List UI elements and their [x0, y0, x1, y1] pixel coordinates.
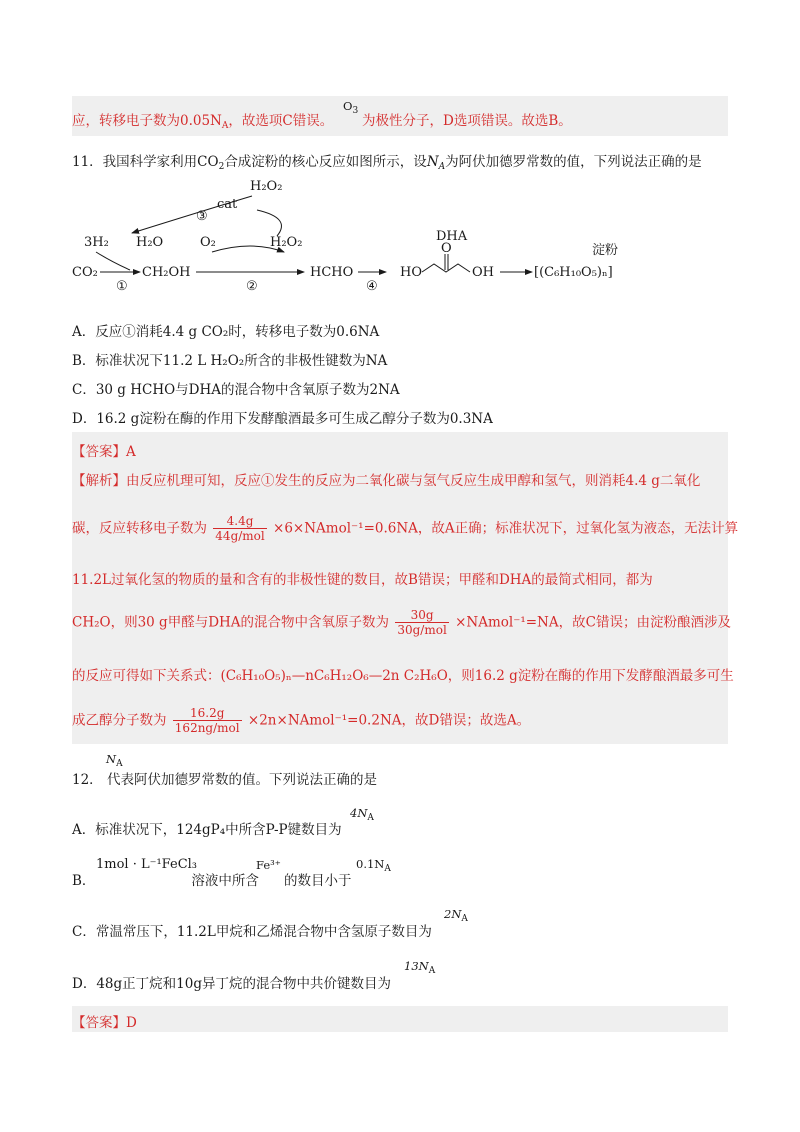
h2o2-top-label: H₂O₂	[250, 179, 283, 194]
step3-loop	[257, 210, 282, 236]
q12-option-b-formula: 1mol · L⁻¹FeCl₃	[96, 857, 198, 872]
carbonyl-o-label: O	[441, 241, 452, 256]
q12-na-symbol: $N_A$	[106, 752, 123, 769]
q11-option-b: B．标准状况下11.2 L H₂O₂所含的非极性键数为NA	[72, 353, 388, 369]
q12-answer-band	[72, 1006, 728, 1032]
q12-answer: 【答案】D	[72, 1015, 137, 1031]
q12-option-b-tail: 的数目小于	[284, 873, 352, 889]
fraction-3: $\frac{16.2g}{\text{162ng/mol}}$	[174, 706, 240, 736]
fraction-2: $\frac{30g}{\text{30g/mol}}$	[397, 608, 447, 638]
o3-formula: $O_3$	[343, 99, 359, 116]
q12-option-b-value: $0.1N_A$	[356, 857, 391, 874]
step1-label: ①	[116, 279, 128, 294]
q12-option-b-ion: Fe³⁺	[256, 858, 281, 872]
h2-left-label: 3H₂	[84, 235, 109, 250]
cat-label: cat	[217, 197, 238, 212]
q12-option-d-value: $13N_A$	[404, 959, 436, 976]
step2-label: ②	[246, 279, 258, 294]
q11-option-a: A．反应①消耗4.4 g CO₂时，转移电子数为0.6NA	[72, 324, 380, 340]
q11-analysis-l2: 碳，反应转移电子数为 $\frac{4.4g}{\text{44g/mol}}$ ×6×NAmol⁻¹=0.6NA，故A正确；标准状况下，过氧化氢为液态，无法计算	[72, 514, 739, 544]
q12-option-a-value: $4N_A$	[350, 806, 374, 823]
q12-option-b: B． 溶液中所含	[72, 873, 259, 889]
q12-stem: 12． 代表阿伏加德罗常数的值。下列说法正确的是	[72, 772, 377, 788]
h2o2-right-label: H₂O₂	[270, 235, 303, 250]
q12-option-c-value: $2N_A$	[444, 907, 468, 924]
oh-label: OH	[472, 265, 494, 280]
q11-analysis-l6: 成乙醇分子数为 $\frac{16.2g}{\text{162ng/mol}}$ ×2n×NAmol⁻¹=0.2NA，故D错误；故选A。	[72, 706, 531, 736]
starch-label: 淀粉	[592, 243, 619, 258]
q12-option-a: A．标准状况下，124gP₄中所含P-P键数目为	[72, 822, 342, 838]
polymer-label: [(C₆H₁₀O₅)ₙ]	[534, 265, 613, 280]
q11-stem: 11．我国科学家利用$CO_2$合成淀粉的核心反应如图所示，设$N_A$为阿伏加德罗常数的值，下列说法正确的是	[72, 154, 702, 172]
h2-curve	[96, 252, 130, 270]
fraction-1: $\frac{4.4g}{\text{44g/mol}}$	[215, 514, 265, 544]
top-analysis-tail: 为极性分子，D选项错误。故选B。	[362, 113, 572, 129]
q11-analysis-l4: CH₂O，则30 g甲醛与DHA的混合物中含氧原子数为 $\frac{30g}{\text{30g/mol}}$ ×NAmol⁻¹=NA，故C错误；由淀粉酿酒涉及	[72, 608, 731, 638]
hcho-label: HCHO	[310, 265, 354, 280]
q11-analysis-l5: 的反应可得如下关系式：(C₆H₁₀O₅)ₙ—nC₆H₁₂O₆—2n C₂H₆O，则16.2 g淀粉在酶的作用下发酵酿酒最多可生	[72, 668, 734, 684]
top-analysis-line: 应，转移电子数为$0.05N_A$，故选项C错误。	[72, 113, 334, 131]
step4-label: ④	[366, 279, 378, 294]
ch2oh-label: CH₂OH	[142, 265, 191, 280]
co2-label: CO₂	[72, 265, 98, 280]
q11-analysis-l3: 11.2L过氧化氢的物质的量和含有的非极性键的数目，故B错误；甲醛和DHA的最简式相同，都为	[72, 572, 653, 588]
step3-label: ③	[196, 209, 208, 224]
o2-label: O₂	[200, 235, 216, 250]
q11-analysis-l1: 【解析】由反应机理可知，反应①发生的反应为二氧化碳与氢气反应生成甲醇和氢气，则消耗4.4 g二氧化	[72, 473, 701, 489]
q11-answer: 【答案】A	[72, 444, 136, 460]
dha-label: DHA	[436, 229, 468, 244]
q12-option-c: C．常温常压下，11.2L甲烷和乙烯混合物中含氢原子数目为	[72, 924, 432, 940]
ho-label: HO	[400, 265, 422, 280]
step3-arrow	[132, 196, 252, 233]
reaction-diagram	[72, 178, 672, 298]
q12-option-d: D．48g正丁烷和10g异丁烷的混合物中共价键数目为	[72, 976, 391, 992]
dha-skeleton	[422, 264, 470, 272]
h2o-label: H₂O	[136, 235, 164, 250]
q11-option-c: C．30 g HCHO与DHA的混合物中含氧原子数为2NA	[72, 382, 400, 398]
q11-option-d: D．16.2 g淀粉在酶的作用下发酵酿酒最多可生成乙醇分子数为0.3NA	[72, 411, 493, 427]
